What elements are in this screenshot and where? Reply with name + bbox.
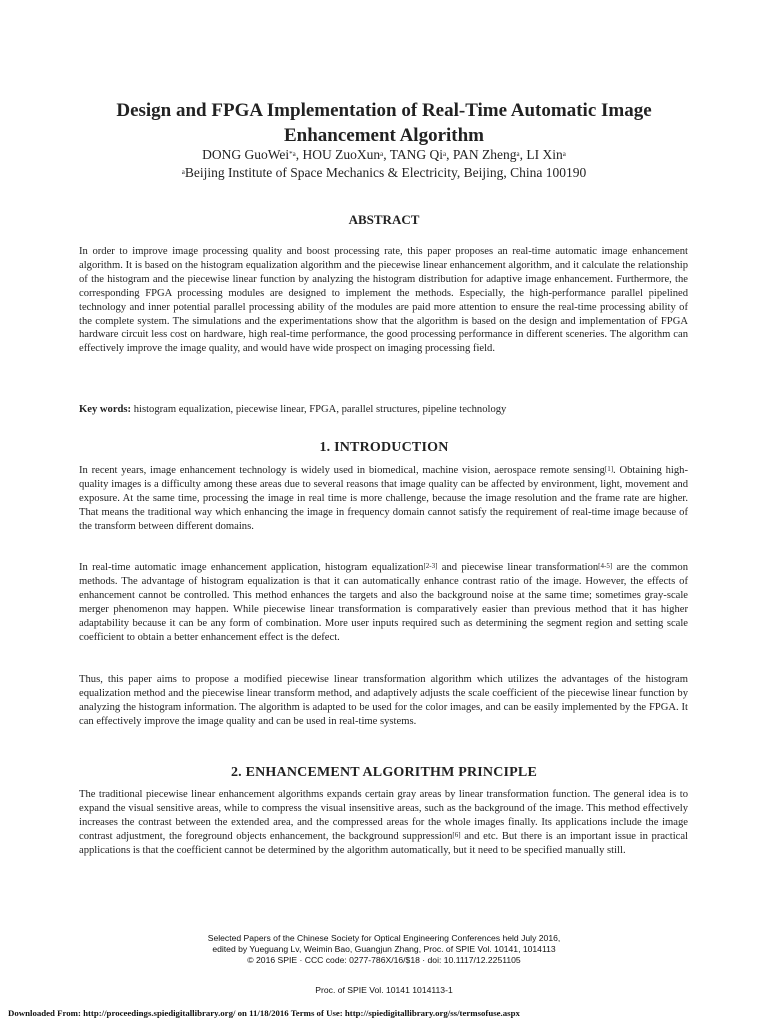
- section-heading-introduction: 1. INTRODUCTION: [319, 440, 449, 455]
- author-name: DONG GuoWei: [202, 147, 290, 162]
- citation-ref: [1]: [604, 465, 614, 473]
- intro-paragraph-3: Thus, this paper aims to propose a modified piecewise linear transformation algorithm which utilizes the advantages of the histogram equalization method and the piecewise linear transform method, and adaptively adjusts the scale coefficient of the piecewise linear function by analyzing the histogram information. The algorithm is adapted to be used for the color images, and can be easily implemented by the FPGA. It can effectively improve the image quality and can be used in real-time systems.: [79, 674, 688, 727]
- author-name: TANG Qi: [389, 147, 444, 162]
- author-name: LI Xin: [526, 147, 563, 162]
- paragraph-text: and etc. But there is an important issue in practical applications is that the coefficient cannot be determined by the algorithm automatically, but it need to be specified manually still.: [79, 830, 688, 856]
- paragraph-text: The traditional piecewise linear enhancement algorithms expands certain gray areas by linear transformation function. The general idea is to expand the visual sensitive areas, while to compress the visual insensitive areas, such as the background of the image. This method effectively increases the contrast between the extended area, and the compressed areas for the whole images finally. Its applications include the image contrast adjustment, the foreground objects enhancement, the background suppression: [79, 789, 688, 842]
- title-line-1: Design and FPGA Implementation of Real-Time Automatic Image: [116, 100, 652, 121]
- abstract-heading: ABSTRACT: [348, 212, 420, 227]
- paragraph-text: In real-time automatic image enhancement application, histogram equalization: [79, 562, 424, 573]
- section-heading-enhancement-principle: 2. ENHANCEMENT ALGORITHM PRINCIPLE: [230, 765, 538, 780]
- author-affiliation-mark: a: [443, 150, 447, 158]
- title-line-2: Enhancement Algorithm: [283, 125, 485, 146]
- paragraph-text: . Obtaining high-quality images is a difficulty among these areas due to several reasons that image quality can be affected by environment, light, movement and exposure. At the same time, processing the image in real time is more challenge, because the image resolution and the frame rate are higher. That means the traditional way which enhancing the image in frequency domain cannot satisfy the requirement of real-time image because of the transform between different domains.: [79, 465, 688, 532]
- author-separator: ,: [295, 147, 303, 162]
- author-separator: ,: [383, 147, 390, 162]
- paragraph-text: and piecewise linear transformation: [437, 562, 599, 573]
- author-affiliation-mark: a: [516, 150, 520, 158]
- affiliation-text: Beijing Institute of Space Mechanics & Electricity, Beijing, China 100190: [184, 165, 587, 180]
- author-separator: ,: [446, 147, 453, 162]
- footer-line-1: Selected Papers of the Chinese Society for Optical Engineering Conferences held July 2016,: [207, 933, 561, 943]
- author-list: [70, 146, 698, 164]
- keywords-text: histogram equalization, piecewise linear, FPGA, parallel structures, pipeline technology: [133, 404, 507, 415]
- page-number-line: Proc. of SPIE Vol. 10141 1014113-1: [315, 985, 453, 995]
- affiliation-mark: a: [181, 168, 185, 176]
- paragraph-text: are the common methods. The advantage of histogram equalization is that it can automatically enhance contrast ratio of the image. However, the effects of enhancement cannot be controlled. This method enhances the targets and also the background noise at the same time; sometimes gray-scale merger phenomenon may happen. While piecewise linear transformation is comparatively easier than previous method that it has higher adaptability because it can be any form of combination. More user inputs required such as determining the segment region and setting scale coefficient to obtain a better enhancement effect is the defect.: [79, 562, 688, 643]
- footer-line-3: © 2016 SPIE · CCC code: 0277-786X/16/$18 · doi: 10.1117/12.2251105: [247, 955, 521, 965]
- section2-paragraph-1: [79, 788, 688, 858]
- affiliation: [70, 164, 698, 182]
- intro-paragraph-2: [79, 561, 688, 644]
- paper-title: [70, 98, 698, 148]
- author-affiliation-mark: *a: [289, 150, 296, 158]
- keywords: [79, 403, 688, 417]
- citation-ref: [6]: [452, 830, 461, 839]
- citation-ref: [2-3]: [423, 562, 438, 570]
- abstract-paragraph: In order to improve image processing quality and boost processing rate, this paper proposes an real-time automatic image enhancement algorithm. It is based on the histogram equalization algorithm and the piecewise linear enhancement algorithm, and it calculate the relationship of the histogram and the piecewise linear function by analyzing the histogram distribution for adaptive image enhancement. Furthermore, the corresponding FPGA processing modules are designed to implement the methods. Especially, the high-performance parallel pipelined technology and inner potential parallel processing ability of the modules are paid more attention to ensure the real-time processing ability of the complete system. The simulations and the experimentations show that the algorithm is based on the design and implementation of FPGA hardware circuit less cost on hardware, high real-time performance, the good processing performance in different sceneries. The algorithm can effectively improve the image quality, and would have wide prospect on imaging processing field.: [79, 246, 688, 355]
- author-name: PAN Zheng: [452, 147, 517, 162]
- author-affiliation-mark: a: [562, 150, 566, 158]
- footer-line-2: edited by Yueguang Lv, Weimin Bao, Guangjun Zhang, Proc. of SPIE Vol. 10141, 1014113: [212, 944, 556, 954]
- intro-paragraph-1: [79, 464, 688, 534]
- author-affiliation-mark: a: [380, 150, 384, 158]
- author-name: HOU ZuoXun: [302, 147, 381, 162]
- author-separator: ,: [519, 147, 527, 162]
- download-notice: Downloaded From: http://proceedings.spiedigitallibrary.org/ on 11/18/2016 Terms of Use: http://spiedigitallibrary.org/ss/termsofuse.aspx: [8, 1008, 520, 1018]
- publication-footer: [120, 933, 648, 966]
- paragraph-text: In recent years, image enhancement technology is widely used in biomedical, machine vision, aerospace remote sensing: [79, 465, 605, 476]
- citation-ref: [4-5]: [598, 562, 613, 570]
- keywords-label: Key words:: [79, 404, 132, 415]
